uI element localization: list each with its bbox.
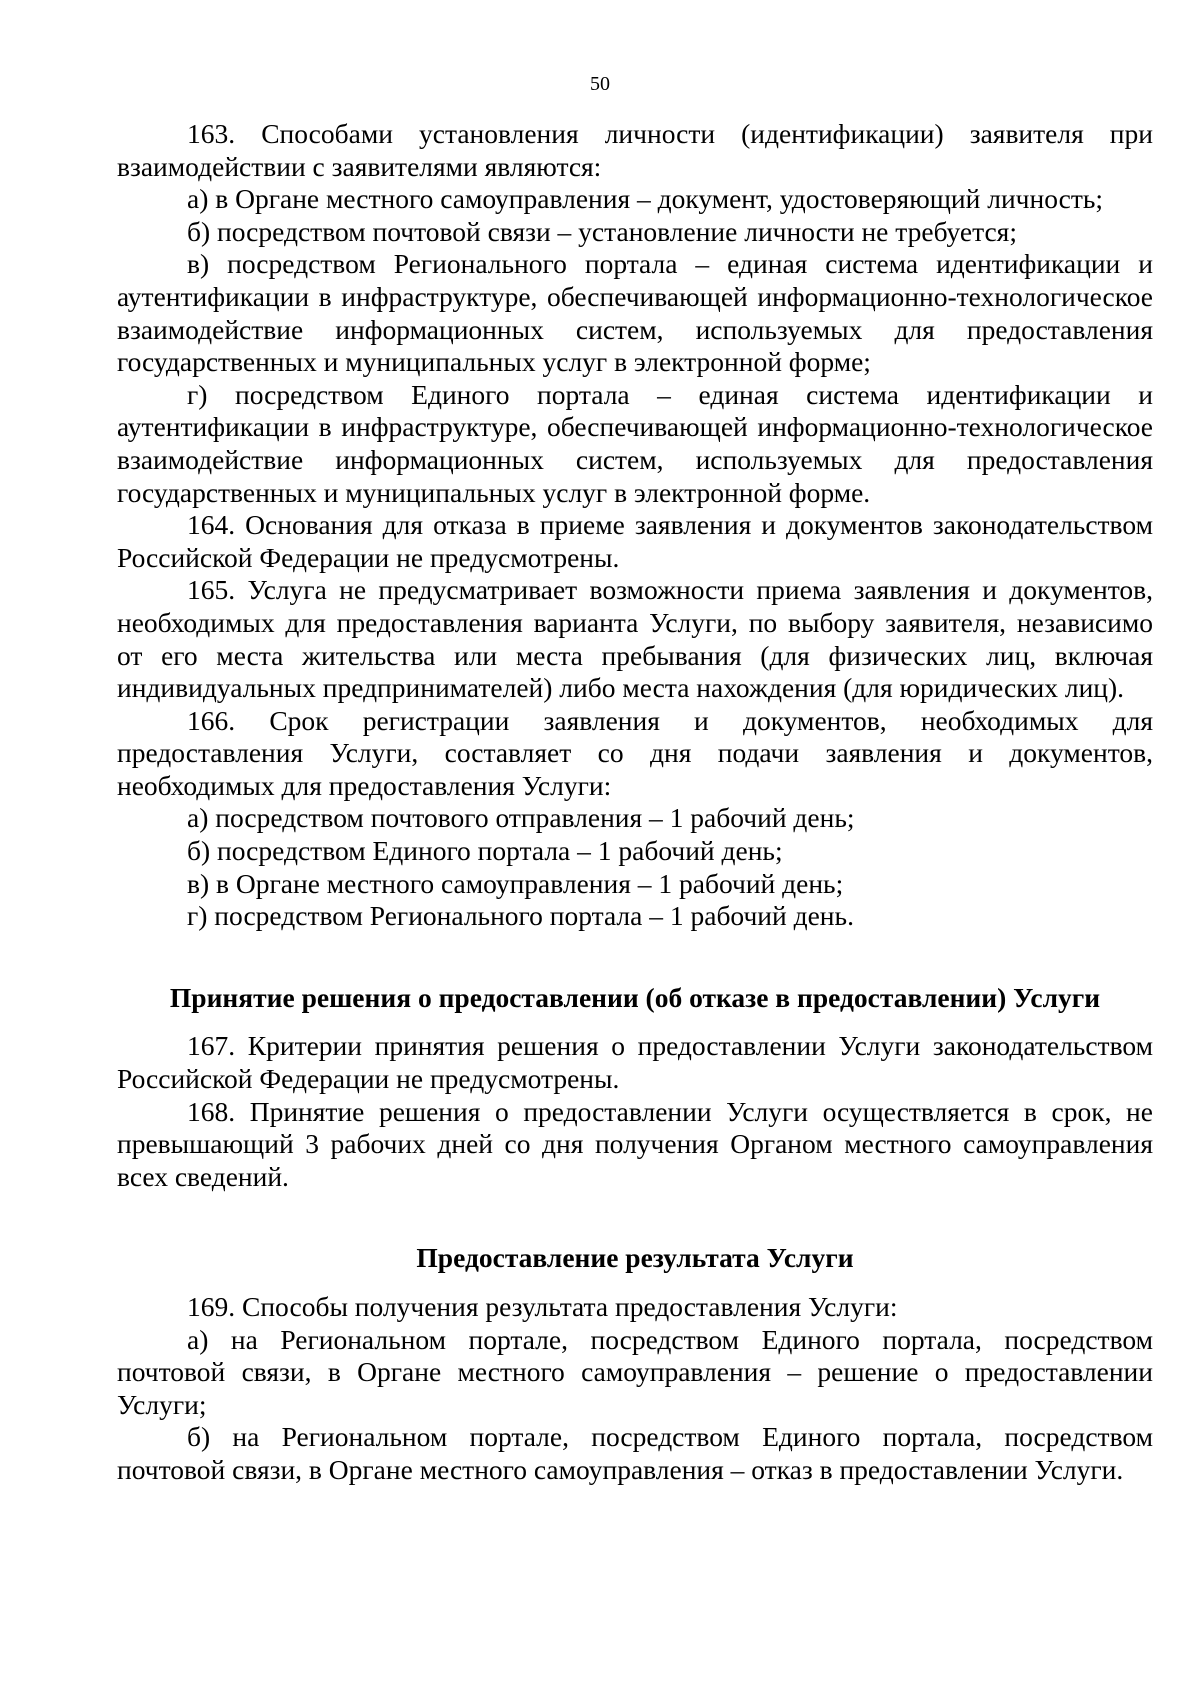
section-gap [117, 1014, 1153, 1030]
paragraph-166-b: б) посредством Единого портала – 1 рабочий день; [187, 835, 783, 867]
paragraph-163: 163. Способами установления личности (идентификации) заявителя при взаимодействии с заявителями являются: [117, 118, 1153, 182]
paragraph-163-v: в) посредством Регионального портала – единая система идентификации и аутентификации в инфраструктуре, обеспечивающей информационно-технологическое взаимодействие информационных систем, используемых для предоставления государственных и муниципальных услуг в электронной форме; [117, 248, 1153, 378]
section-gap [117, 1193, 1153, 1242]
paragraph-163-a: а) в Органе местного самоуправления – документ, удостоверяющий личность; [187, 183, 1104, 215]
section-gap [117, 933, 1153, 982]
paragraph-169: 169. Способы получения результата предоставления Услуги: [187, 1291, 898, 1322]
paragraph-166-v: в) в Органе местного самоуправления – 1 рабочий день; [187, 867, 844, 899]
paragraph-165: 165. Услуга не предусматривает возможности приема заявления и документов, необходимых для предоставления варианта Услуги, по выбору заявителя, независимо от его места жительства или места пребывания (для физических лиц, включая индивидуальных предпринимателей) либо места нахождения (для юридических лиц). [117, 574, 1153, 704]
paragraph-167: 167. Критерии принятия решения о предоставлении Услуги законодательством Российской Федерации не предусмотрены. [117, 1030, 1153, 1095]
document-body [117, 118, 1153, 1487]
paragraph-163-b: б) посредством почтовой связи – установление личности не требуется; [187, 215, 1017, 247]
paragraph-166-a: а) посредством почтового отправления – 1 рабочий день; [187, 802, 855, 834]
section-heading-decision: Принятие решения о предоставлении (об отказе в предоставлении) Услуги [169, 981, 1101, 1013]
paragraph-169-a: а) на Региональном портале, посредством Единого портала, посредством почтовой связи, в Органе местного самоуправления – решение о предоставлении Услуги; [117, 1323, 1153, 1420]
paragraph-163-g: г) посредством Единого портала – единая система идентификации и аутентификации в инфраструктуре, обеспечивающей информационно-технологическое взаимодействие информационных систем, используемых для предоставления государственных и муниципальных услуг в электронной форме. [117, 378, 1153, 508]
paragraph-166: 166. Срок регистрации заявления и документов, необходимых для предоставления Услуги, составляет со дня подачи заявления и документов, необходимых для предоставления Услуги: [117, 704, 1153, 801]
section-heading-result: Предоставление результата Услуги [416, 1242, 854, 1274]
page-number: 50 [590, 73, 610, 95]
section-gap [117, 1275, 1153, 1291]
paragraph-166-g: г) посредством Регионального портала – 1 рабочий день. [187, 900, 854, 932]
paragraph-164: 164. Основания для отказа в приеме заявления и документов законодательством Российской Федерации не предусмотрены. [117, 509, 1153, 573]
paragraph-169-b: б) на Региональном портале, посредством Единого портала, посредством почтовой связи, в Органе местного самоуправления – отказ в предоставлении Услуги. [117, 1421, 1153, 1485]
paragraph-168: 168. Принятие решения о предоставлении Услуги осуществляется в срок, не превышающий 3 рабочих дней со дня получения Органом местного самоуправления всех сведений. [117, 1095, 1153, 1192]
